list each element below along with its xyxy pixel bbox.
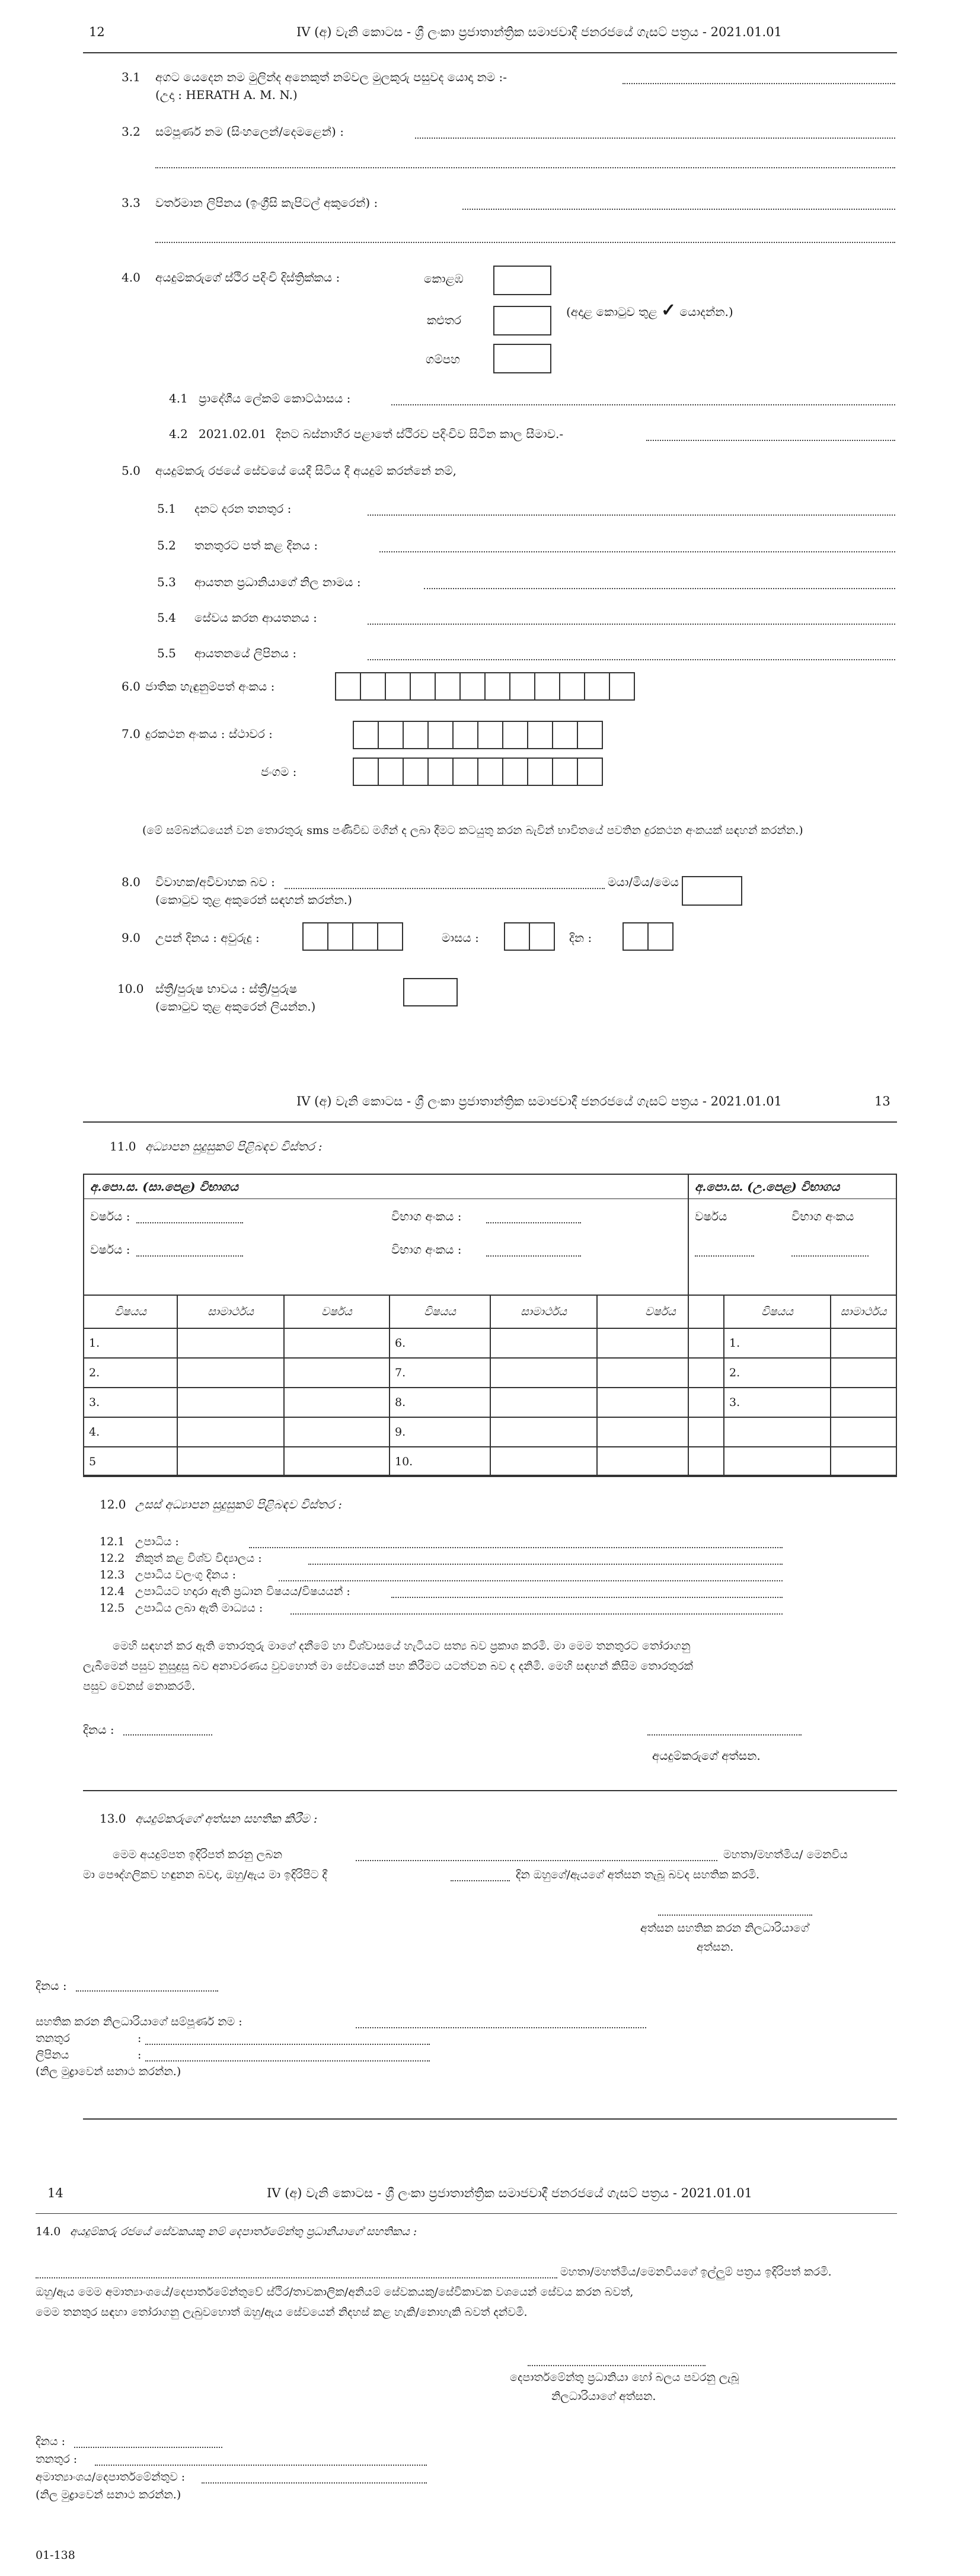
q4-0-note [566,300,733,321]
row-num: 2. [84,1358,177,1388]
head-date-input[interactable] [74,2447,222,2448]
q12-2-input[interactable] [308,1564,783,1565]
cert-date-input[interactable] [76,1990,218,1992]
row-num: 7. [390,1358,490,1388]
cell[interactable] [490,1417,597,1447]
q14-name-input[interactable] [36,2277,557,2278]
head-ministry-label: අමාත්‍යාංශය/දෙපාර්තමේන්තුව : [36,2470,186,2484]
q14-body-1: මහතා/මහත්මිය/මෙනවියගේ ඉල්ලුම් පත්‍රය ඉදිරිපත් කරමි. [560,2265,832,2278]
q5-3-label: ආයතන ප්‍රධානියාගේ නිල නාමය : [194,575,361,589]
ol-year-1-input[interactable] [136,1222,243,1223]
nic-number-cells[interactable] [335,672,634,701]
table-row [84,1358,896,1388]
section-rule-2 [83,2118,897,2120]
declaration-date-label: දිනය : [83,1722,114,1737]
row-num: 1. [724,1328,831,1358]
marital-status-box[interactable] [682,876,742,906]
q11-label: අධ්‍යාපන සුදුසුකම් පිළිබඳව විස්තර : [145,1139,323,1153]
cell[interactable] [724,1417,831,1447]
head-date-label: දිනය : [36,2435,65,2448]
al-exam-no-input[interactable] [791,1255,869,1257]
row-num: 6. [390,1328,490,1358]
q9-0-day-label: දින : [569,931,592,945]
cert-designation-input[interactable] [145,2044,430,2045]
row-num: 4. [84,1417,177,1447]
declaration-line-3: පසුව වෙනස් නොකරමි. [83,1680,196,1693]
col-pass: සාමාර්ථය [831,1295,896,1328]
al-exam-no-label: විභාග අංකය [791,1209,854,1223]
q12-2-label: නිකුත් කළ විශ්ව විද්‍යාලය : [135,1552,262,1565]
cert-seal-note: (නිල මුද්‍රාවෙන් සනාථ කරන්න.) [36,2065,181,2078]
ol-exam-no-1-input[interactable] [486,1222,581,1223]
q10-0-note: (කොටුව තුළ අකුරෙන් ලියන්න.) [155,999,316,1014]
q9-0-month-label: මාසය : [442,931,479,945]
q4-0-label: අයදුම්කරුගේ ස්ථිර පදිංචි දිස්ත්‍රික්කය : [155,270,340,285]
q5-2-number: 5.2 [157,538,176,552]
q12-2-number: 12.2 [100,1552,125,1565]
q3-1-input-line[interactable] [623,83,895,84]
ol-year-2-label: වර්ෂය : [90,1242,130,1257]
row-num: 9. [390,1417,490,1447]
q5-2-label: තනතුරට පත් කළ දිනය : [194,538,318,552]
cell[interactable] [177,1447,284,1476]
table-line [83,1198,897,1199]
cell[interactable] [831,1447,896,1476]
q12-4-input[interactable] [391,1597,783,1598]
cell[interactable] [597,1358,724,1388]
row-num: 3. [84,1388,177,1417]
row-num: 8. [390,1388,490,1417]
cert-designation-colon: : [138,2032,142,2045]
cell[interactable] [490,1328,597,1358]
q14-number: 14.0 [36,2225,61,2238]
cell[interactable] [177,1417,284,1447]
q4-0-note-text: (අදාළ කොටුව තුළ [566,305,657,319]
district-colombo-checkbox[interactable] [493,266,551,295]
cert-date-inline-input[interactable] [451,1880,510,1881]
col-subject: විෂයය [390,1295,490,1328]
q4-2-number: 4.2 [169,427,188,441]
q12-5-label: උපාධිය ලබා ඇති මාධ්‍යය : [135,1602,263,1615]
q4-0-number: 4.0 [122,270,141,285]
q5-3-input-line[interactable] [424,588,895,589]
q8-0-note: (කොටුව තුළ අකුරෙන් සඳහන් කරන්න.) [155,893,352,907]
q3-3-number: 3.3 [122,196,141,210]
q12-number: 12.0 [100,1497,126,1511]
col-year: වර්ෂය [284,1295,390,1328]
q14-body-3: මෙම තනතුර සඳහා තෝරාගනු ලැබුවහොත් ඔහු/ඇය සේවයෙන් නිදහස් කළ හැකි/නොහැකි බවත් දන්වමි. [36,2306,528,2319]
cell[interactable] [724,1447,831,1476]
cell[interactable] [597,1447,724,1476]
q4-2-input-line[interactable] [646,440,895,441]
q5-5-number: 5.5 [157,646,176,660]
q5-4-input-line[interactable] [368,624,895,625]
q4-2-label: දිනට බස්නාහිර පළාතේ ස්ථිරව පදිංචිව සිටින කාල සීමාව.- [276,427,564,441]
ol-exam-no-1-label: විභාග අංකය : [391,1209,462,1223]
cert-sig-label-2: අත්සන. [697,1941,734,1954]
cert-address-input[interactable] [145,2060,430,2062]
q13-number: 13.0 [100,1811,126,1826]
head-seal-note: (නිල මුද්‍රාවෙන් සනාථ කරන්න.) [36,2488,181,2501]
declaration-line-1: මෙහි සඳහන් කර ඇති තොරතුරු මාගේ දනීමේ හා විශ්වාසයේ හැටියට සත්‍ය බව ප්‍රකාශ කරමි. මා මෙම තනතුරට තෝරාගනු [113,1639,691,1653]
q3-2-number: 3.2 [122,124,141,139]
q10-0-number: 10.0 [117,982,144,996]
header-rule [83,52,897,53]
q14-label: අයදුම්කරු රජයේ සේවකයකු නම් දෙපාර්තමේන්තු ප්‍රධානියාගේ සහතිකය : [70,2225,417,2238]
q12-3-label: උපාධිය වලංගු දිනය : [135,1568,236,1581]
q12-1-number: 12.1 [100,1535,125,1548]
q4-0-note-text-2: යොදන්න.) [679,305,733,319]
row-num: 3. [724,1388,831,1417]
al-year-label: වර්ෂය [695,1209,727,1223]
q7-0-number: 7.0 [122,727,141,741]
cert-line-1a: මෙම අයදුම්පත ඉදිරිපත් කරනු ලබන [113,1848,283,1861]
cell[interactable] [177,1388,284,1417]
cell[interactable] [831,1358,896,1388]
page-number-13: 13 [874,1094,890,1108]
cell[interactable] [490,1447,597,1476]
ol-exam-no-2-label: විභාග අංකය : [391,1242,462,1257]
dob-year-cells[interactable] [302,922,402,951]
q9-0-number: 9.0 [122,931,141,945]
cell[interactable] [831,1417,896,1447]
col-year: වර්ෂය [597,1295,724,1328]
row-num: 5 [84,1447,177,1476]
q4-1-input-line[interactable] [391,404,895,405]
q4-1-number: 4.1 [169,391,188,405]
q5-1-input-line[interactable] [368,514,895,516]
cell[interactable] [177,1358,284,1388]
district-kalutara-label: කළුතර [427,313,462,327]
cell[interactable] [490,1388,597,1417]
dob-day-cells[interactable] [623,922,672,951]
q14-body-2: ඔහු/ඇය මෙම අමාත්‍යාංශයේ/දෙපාර්තමේන්තුවේ ස්ථිර/තාවකාලික/අනියම් සේවකයකු/සේවිකාවක වශයෙන් සේවය කරන බවත්, [36,2286,634,2299]
q12-5-input[interactable] [291,1613,783,1615]
section-rule [83,1790,897,1791]
cert-address-label: ලිපිනය [36,2048,69,2062]
district-colombo-label: කොළඹ [424,271,464,286]
row-num: 2. [724,1358,831,1388]
declaration-line-2: ලැබීමෙන් පසුව නුසුදුසු බව අනාවරණය වුවහොත් මා සේවයෙන් පහ කිරීමට යටත්වන බව ද දනිමි. මෙහි සඳහන් කිසිම තොරතුරක් [83,1660,693,1673]
q12-4-number: 12.4 [100,1585,125,1598]
col-pass: සාමාර්ථය [490,1295,597,1328]
cell[interactable] [490,1358,597,1388]
cell[interactable] [831,1328,896,1358]
page-header: IV (අ) වැනි කොටස - ශ්‍රී ලංකා ප්‍රජාතාන්ත්‍රික සමාජවාදී ජනරජයේ ගැසට් පත්‍රය - 2021.01.01 [296,25,782,39]
q11-number: 11.0 [110,1139,136,1153]
q8-0-tail: මයා/මිය/මෙය [608,875,679,889]
cert-date-label: දිනය : [36,1979,67,1993]
q4-1-label: ප්‍රාදේශීය ලේකම් කොට්ඨාසය : [199,391,351,405]
table-row [84,1417,896,1447]
cert-designation-label: තනතුර [36,2032,70,2045]
head-designation-input[interactable] [95,2465,427,2466]
col-pass: සාමාර්ථය [177,1295,284,1328]
page-number: 12 [89,25,105,39]
head-ministry-input[interactable] [202,2482,427,2484]
subject-grid [83,1295,897,1477]
q12-1-label: උපාධිය : [135,1535,179,1548]
q8-0-label: විවාහක/අවිවාහක බව : [155,875,275,889]
al-year-input[interactable] [695,1255,754,1257]
head-sig-label-2: නිලධාරියාගේ අත්සන. [551,2390,656,2403]
q5-4-label: සේවය කරන ආයතනය : [194,611,317,625]
cert-sig-label-1: අත්සන සහතික කරන නිලධාරියාගේ [640,1922,809,1935]
table-row [84,1447,896,1476]
q5-4-number: 5.4 [157,611,176,625]
head-designation-label: තනතුර : [36,2453,78,2466]
cell[interactable] [284,1447,390,1476]
q7-0-label: දුරකථන අංකය : ස්ථාවර : [145,727,273,741]
head-signature-line[interactable] [528,2365,706,2366]
q3-2-input-line[interactable] [415,138,895,139]
q9-0-label: උපන් දිනය : අවුරුදු : [155,931,260,945]
q3-2-label: සම්පූර්ණ නම (සිංහලෙන්/දෙමළෙන්) : [155,124,344,139]
cert-line-2b: දින ඔහුගේ/ඇයගේ අත්සන තැබූ බවද සහතික කරමි. [516,1868,760,1881]
dob-month-cells[interactable] [504,922,554,951]
q12-1-input[interactable] [249,1547,783,1548]
q12-label: උසස් අධ්‍යාපන සුදුසුකම් පිළිබඳව විස්තර : [135,1497,343,1511]
district-gampaha-checkbox[interactable] [493,344,551,373]
cert-line-2a: මා පෞද්ගලිකව හඳුනන බවද, ඔහු/ඇය මා ඉදිරිපිට දී [83,1868,327,1881]
q5-5-label: ආයතනයේ ලිපිනය : [194,646,297,660]
q12-5-number: 12.5 [100,1602,125,1615]
gender-box[interactable] [403,978,458,1006]
cell[interactable] [177,1328,284,1358]
footer-code: 01-138 [36,2549,75,2562]
cert-signature-line[interactable] [658,1915,812,1916]
district-kalutara-checkbox[interactable] [493,306,551,335]
col-subject: විෂයය [724,1295,831,1328]
q13-label: අයදුම්කරුගේ අත්සන සහතික කිරීම : [135,1811,318,1826]
cert-name-input[interactable] [356,1860,717,1861]
q5-0-label: අයදුම්කරු රජයේ සේවයේ යෙදී සිටිය දී අයදුම් කරන්නේ නම්, [155,464,457,478]
q3-1-label: අගට යෙදෙන නම මුලින්ද අනෙකුත් නම්වල මුලකුරු පසුවද යොදා නම :- [155,70,507,84]
declaration-date-input[interactable] [123,1734,212,1736]
cell[interactable] [597,1328,724,1358]
cert-line-1b: මහතා/මහත්මිය/ මෙනවිය [723,1848,848,1861]
q6-0-label: ජාතික හැඳුනුම්පත් අංකය : [145,679,275,693]
q8-0-input-line[interactable] [285,888,605,889]
q3-3-label: වර්තමාන ලිපිනය (ඉංග්‍රීසි කැපිටල් අකුරෙන්) : [155,196,378,210]
q5-5-input-line[interactable] [368,659,895,660]
q4-2-date: 2021.02.01 [199,427,267,441]
header-rule-14 [36,2213,897,2214]
q3-3-input-line[interactable] [462,209,895,210]
cell[interactable] [284,1417,390,1447]
table-row [84,1388,896,1417]
cert-officer-name-input[interactable] [356,2027,646,2028]
landline-cells[interactable] [353,721,602,749]
q5-1-number: 5.1 [157,501,176,516]
row-num: 1. [84,1328,177,1358]
applicant-signature-line[interactable] [647,1734,802,1736]
q5-3-number: 5.3 [157,575,176,589]
cell[interactable] [284,1388,390,1417]
col-subject: විෂයය [84,1295,177,1328]
page-header-13: IV (අ) වැනි කොටස - ශ්‍රී ලංකා ප්‍රජාතාන්ත්‍රික සමාජවාදී ජනරජයේ ගැසට් පත්‍රය - 2021.01.01 [296,1094,782,1108]
page-header-14: IV (අ) වැනි කොටස - ශ්‍රී ලංකා ප්‍රජාතාන්ත්‍රික සමාජවාදී ජනරජයේ ගැසට් පත්‍රය - 2021.01.01 [267,2186,752,2200]
cell[interactable] [284,1358,390,1388]
cert-officer-name-label: සහතික කරන නිලධාරියාගේ සම්පූර්ණ නම : [36,2015,242,2028]
q5-2-input-line[interactable] [379,551,895,552]
q3-2-input-line-2[interactable] [155,167,895,168]
ol-year-1-label: වර්ෂය : [90,1209,130,1223]
cell[interactable] [284,1328,390,1358]
ol-exam-title: අ.පො.ස. (සා.පෙළ) විභාගය [90,1180,238,1194]
tick-icon: ✓ [661,300,676,321]
q5-0-number: 5.0 [122,464,141,478]
q12-3-number: 12.3 [100,1568,125,1581]
head-sig-label-1: දෙපාර්තමේන්තු ප්‍රධානියා හෝ බලය පවරනු ලැබූ [510,2371,739,2384]
page-number-14: 14 [47,2186,63,2200]
mobile-cells[interactable] [353,758,602,786]
district-gampaha-label: ගම්පහ [426,352,460,366]
applicant-signature-label: අයදුම්කරුගේ අත්සන. [652,1749,761,1763]
cell[interactable] [597,1417,724,1447]
table-row [84,1328,896,1358]
al-exam-title: අ.පො.ස. (උ.පෙළ) විභාගය [695,1180,840,1194]
q12-4-label: උපාධියට හදාරා ඇති ප්‍රධාන විෂයය/විෂයයන් : [135,1585,350,1598]
ol-year-2-input[interactable] [136,1255,243,1257]
row-num: 10. [390,1447,490,1476]
q8-0-number: 8.0 [122,875,141,889]
q3-1-number: 3.1 [122,70,141,84]
q5-1-label: දනට දරන තනතුර : [194,501,292,516]
cell[interactable] [597,1388,724,1417]
q3-1-example: (උදා : HERATH A. M. N.) [155,88,298,102]
ol-exam-no-2-input[interactable] [486,1255,581,1257]
q12-3-input[interactable] [279,1580,783,1581]
header-rule-13 [83,1121,897,1123]
q6-0-number: 6.0 [122,679,141,693]
q7-0-mobile-label: ජංගම : [261,765,297,779]
cell[interactable] [831,1388,896,1417]
q3-3-input-line-2[interactable] [155,242,895,243]
q10-0-label: ස්ත්‍රී/පුරුෂ භාවය : ස්ත්‍රී/පුරුෂ [155,982,298,996]
sms-note: (මේ සම්බන්ධයෙන් වන තොරතුරු sms පණිවිඩ මගින් ද ලබා දීමට කටයුතු කරන බැවින් භාවිතයේ පවතින දුරකථන අංකයක් සඳහන් කරන්න.) [142,824,803,837]
cert-address-colon: : [138,2048,142,2062]
